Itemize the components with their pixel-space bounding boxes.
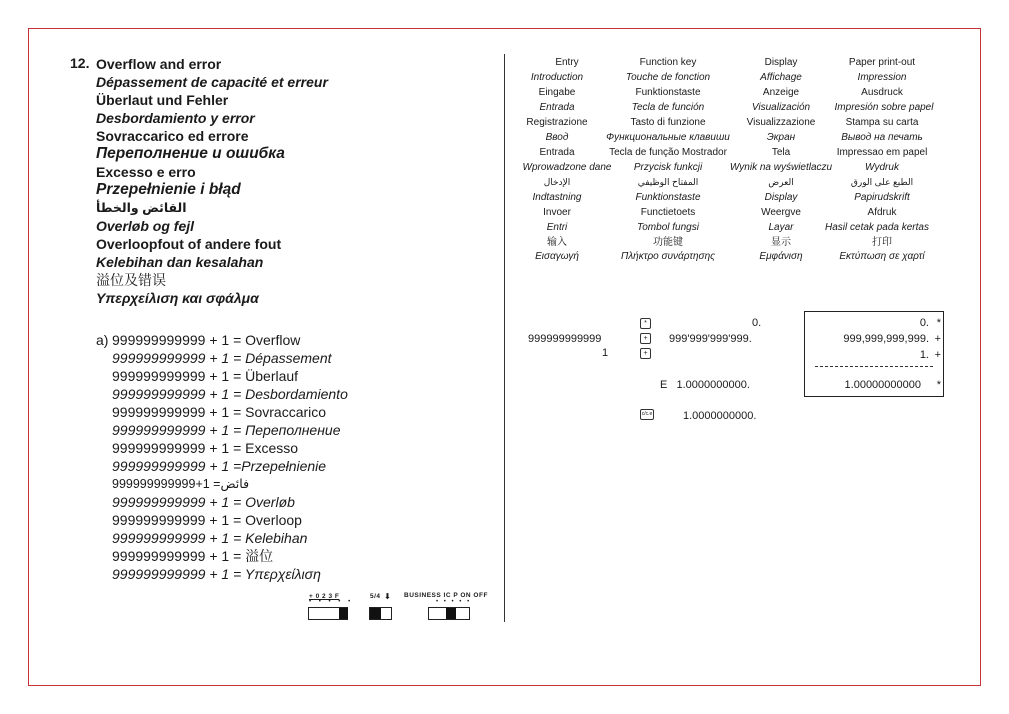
table-cell-display: Weergve [761,207,801,218]
example-line: 999999999999 + 1 = Overflow [112,332,301,348]
mode-switch-dots: • • • • • [436,599,472,605]
title-el: Υπερχείλιση και σφάλμα [96,290,259,306]
table-cell-display: Display [764,57,798,68]
table-cell-display: Εμφάνιση [759,251,803,262]
table-cell-display: العرض [768,177,794,187]
table-cell-entry: 输入 [547,237,567,248]
decimal-switch-label: + 0 2 3 F [309,593,340,600]
display-value: 999'999'999'999. [669,333,752,345]
round-down-arrow-icon: ⬇ [384,592,392,601]
display-error: E 1.0000000000. [660,379,750,391]
title-en: Overflow and error [96,56,222,72]
table-cell-display: Tela [771,147,791,158]
paper-symbol: * [936,317,941,329]
example-line: 999999999999 + 1 = Überlauf [112,368,299,384]
entry-value: 1 [602,347,609,359]
table-cell-print: Paper print-out [848,57,916,68]
paper-line: 1.00000000000 [844,379,921,391]
example-line: 999999999999 + 1 = Υπερχείλιση [112,566,321,582]
example-line: 999999999999 + 1 = Excesso [112,440,299,456]
table-cell-function-key: Przycisk funkcji [633,162,703,173]
table-cell-entry: Entrada [539,102,575,113]
decimal-switch-dots: • • • • • [309,599,354,605]
entry-value: 999999999999 [528,333,602,345]
table-cell-display: Visualización [751,102,811,113]
table-cell-display: Экран [766,132,796,143]
title-it: Sovraccarico ed errore [96,128,249,144]
table-cell-entry: Introduction [530,72,584,83]
table-cell-function-key: Tombol fungsi [637,222,699,233]
title-id: Kelebihan dan kesalahan [96,254,264,270]
display-value: 0. [752,317,762,329]
round-switch[interactable] [369,607,392,620]
table-cell-function-key: المفتاح الوظيفي [637,177,699,187]
table-cell-display: 显示 [771,237,791,248]
table-cell-entry: Invoer [543,207,571,218]
table-cell-print: Вывод на печать [841,132,923,143]
table-cell-entry: Eingabe [538,87,576,98]
table-cell-print: Εκτύπωση σε χαρτί [839,251,925,262]
table-cell-function-key: Funktionstaste [635,87,701,98]
mode-switch[interactable] [428,607,470,620]
mode-switch-label: BUSINESS IC P ON OFF [404,592,488,599]
table-cell-display: Layar [768,222,794,233]
table-cell-print: 打印 [872,237,892,248]
example-line: 999999999999 + 1 = Overloop [112,512,302,528]
example-line: 999999999999 + 1 =Przepełnienie [112,458,327,474]
example-line: 999999999999 + 1 = Переполнение [112,422,341,438]
example-line: 999999999999 + 1 = Sovraccarico [112,404,327,420]
mode-switch-knob [446,608,456,619]
paper-printout [804,311,944,397]
example-line: 999999999999 + 1 = Kelebihan [112,530,308,546]
table-cell-function-key: Tecla de función [631,102,705,113]
title-ru: Переполнение и ошибка [96,145,285,162]
paper-separator [815,366,933,367]
round-switch-knob [370,608,381,619]
plus-key[interactable]: + [640,348,651,359]
example-line: 999999999999 + 1 = Dépassement [112,350,332,366]
table-cell-entry: Entrada [539,147,575,158]
title-nl: Overloopfout of andere fout [96,236,282,252]
table-cell-print: Impressao em papel [836,147,928,158]
table-cell-print: Stampa su carta [845,117,919,128]
decimal-switch[interactable] [308,607,348,620]
table-cell-display: Wynik na wyświetlaczu [729,162,833,173]
multiply-key[interactable]: * [640,318,651,329]
title-de: Überlaut und Fehler [96,92,229,108]
table-cell-function-key: 功能键 [653,237,683,248]
table-cell-display: Anzeige [762,87,800,98]
table-cell-print: Afdruk [867,207,897,218]
example-lines [112,331,348,583]
table-cell-print: Impresión sobre papel [834,102,934,113]
table-cell-entry: Indtastning [532,192,582,203]
table-cell-entry: Εισαγωγή [535,251,579,262]
table-cell-entry: الإدخال [543,177,571,187]
table-cell-display: Affichage [760,72,802,83]
title-es: Desbordamiento y error [96,110,255,126]
table-cell-entry: Registrazione [526,117,588,128]
table-cell-print: الطبع على الورق [850,177,914,187]
section-number: 12. [70,55,90,71]
table-cell-function-key: Tasto di funzione [630,117,706,128]
table-cell-function-key: Touche de fonction [625,72,711,83]
paper-line: 999,999,999,999. [843,333,929,345]
column-divider [504,54,505,622]
decimal-switch-knob [339,608,348,619]
table-cell-entry: Entry [555,57,579,68]
paper-symbol: + [934,349,941,361]
table-cell-entry: Ввод [545,132,569,143]
table-cell-entry: Entri [546,222,568,233]
table-cell-display: Visualizzazione [746,117,816,128]
table-cell-display: Display [764,192,798,203]
plus-key[interactable]: + [640,333,651,344]
table-cell-print: Ausdruck [861,87,903,98]
table-cell-function-key: Πλήκτρο συνάρτησης [620,251,716,262]
table-cell-print: Impression [857,72,907,83]
title-da: Overløb og fejl [96,218,195,234]
table-cell-function-key: Функциональные клавиши [606,132,730,143]
clear-key[interactable]: c/c.e [640,409,654,420]
paper-symbol: + [934,333,941,345]
table-cell-print: Papirudskrift [854,192,910,203]
round-switch-label: 5/4 [370,593,381,600]
table-cell-function-key: Function key [639,57,697,68]
example-letter: a) [96,332,109,348]
title-fr: Dépassement de capacité et erreur [96,74,328,90]
table-cell-function-key: Tecla de função Mostrador [609,147,727,158]
table-cell-print: Hasil cetak pada kertas [825,222,929,233]
table-cell-function-key: Functietoets [640,207,696,218]
title-zh: 溢位及错误 [96,272,166,288]
example-line: فائض= 1+999999999999 [112,477,250,491]
paper-line: 0. [919,317,929,329]
example-line: 999999999999 + 1 = Overløb [112,494,295,510]
example-line: 999999999999 + 1 = Desbordamiento [112,386,348,402]
title-ar: القائض والخطأ [96,201,187,215]
example-line: 999999999999 + 1 = 溢位 [112,548,274,564]
display-value: 1.0000000000. [683,410,757,422]
table-cell-print: Wydruk [865,162,899,173]
section-titles [96,55,328,307]
paper-line: 1. [919,349,929,361]
title-pt: Excesso e erro [96,164,196,180]
title-pl: Przepełnienie i błąd [96,181,241,198]
table-cell-function-key: Funktionstaste [635,192,701,203]
paper-symbol: * [936,379,941,391]
table-cell-entry: Wprowadzone dane [522,162,612,173]
